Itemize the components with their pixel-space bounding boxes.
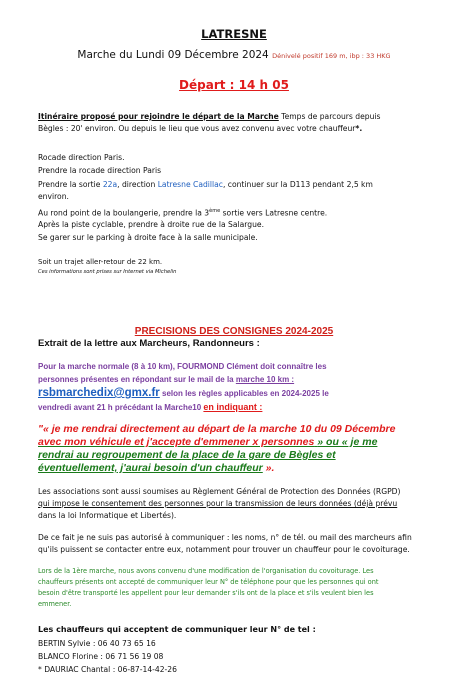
roundabout-sup: ème: [209, 208, 221, 214]
step-rocade: Rocade direction Paris.: [38, 153, 125, 162]
driver-contact-3: * DAURIAC Chantal : 06-87-14-42-26: [38, 665, 177, 674]
purple-line-3-rest: selon les règles applicables en 2024-2025 le: [159, 389, 329, 398]
quote-line-1-text: "« je me rendrai directement au départ de la marche 10 du 09 Décembre: [38, 423, 396, 435]
itinerary-intro-text: Bègles : 20' environ. Ou depuis le lieu que vous avez convenu avec votre chauffeur: [38, 124, 356, 133]
comm-line-1: De ce fait je ne suis pas autorisé à communiquer : les noms, n° de tél. ou mail des marcheurs afin: [38, 533, 412, 542]
purple-line-3: [38, 388, 329, 399]
itinerary-intro-line2: [38, 124, 362, 134]
quote-line-4-end: ».: [262, 462, 275, 474]
green-line-3: besoin d'être transporté les appellent pour leur demander s'ils ont de la place et s'ils veulent bien les: [38, 589, 374, 597]
drivers-heading: Les chauffeurs qui acceptent de communiquer leur N° de tel :: [38, 625, 316, 634]
green-line-2: chauffeurs présents ont accepté de communiquer leur N° de téléphone pour que les personnes qui ont: [38, 578, 379, 586]
driver-contact-2: BLANCO Florine : 06 71 56 19 08: [38, 652, 164, 661]
quote-line-3: rendrai au regroupement de la place de la gare de Bègles et: [38, 449, 336, 461]
quote-line-4-text: éventuellement, j'aurai besoin d'un chauffeur: [38, 462, 263, 474]
roundabout-text-a: Au rond point de la boulangerie, prendre la 3: [38, 208, 210, 218]
purple-line-2a: personnes présentes en répondant sur le mail de la: [38, 375, 236, 384]
quote-line-4: [38, 462, 274, 474]
exit-text-a: Prendre la sortie: [38, 180, 103, 189]
round-trip-distance: Soit un trajet aller-retour de 22 km.: [38, 258, 163, 266]
purple-line-4: [38, 402, 262, 413]
step-parking: Se garer sur le parking à droite face à la salle municipale.: [38, 233, 258, 242]
quote-line-2-text: avec mon véhicule et j'accepte d'emmener x personnes: [38, 436, 315, 448]
purple-line-1: Pour la marche normale (8 à 10 km), FOURMOND Clément doit connaître les: [38, 362, 327, 371]
walk-date: Marche du Lundi 09 Décembre 2024: [77, 49, 269, 61]
roundabout-text-b: sortie vers Latresne centre.: [220, 208, 328, 218]
elevation-info: Dénivelé positif 169 m, ibp : 33 HKG: [272, 52, 391, 60]
green-line-1: Lors de la 1ère marche, nous avons convenu d'une modification de l'organisation du covoiturage. Les: [38, 567, 374, 575]
driver-contact-1: BERTIN Sylvie : 06 40 73 65 16: [38, 639, 156, 648]
rgpd-line-3: dans la loi Informatique et Libertés).: [38, 511, 177, 520]
purple-indicating: en indiquant :: [203, 402, 263, 412]
source-note: Ces informations sont prises sur Internet via Michelin: [38, 269, 177, 275]
contact-email[interactable]: rsbmarchedix@gmx.fr: [38, 387, 160, 399]
departure-time: Départ : 14 h 05: [179, 78, 289, 92]
rgpd-line-2: qui impose le consentement des personnes pour la transmission de leurs données (déjà prévu: [38, 499, 398, 508]
step-rocade-paris: Prendre la rocade direction Paris: [38, 166, 162, 175]
exit-destination: Latresne Cadillac: [157, 180, 223, 189]
green-line-4: emmener.: [38, 600, 72, 608]
quote-line-2: [38, 436, 377, 448]
exit-text-b: , direction: [117, 180, 158, 189]
comm-line-2: qu'ils puissent se contacter entre eux, notamment pour trouver un chauffeur pour le covoiturage.: [38, 545, 410, 554]
itinerary-heading: Itinéraire proposé pour rejoindre le départ de la Marche: [38, 112, 279, 121]
purple-line-4a: vendredi avant 21 h précédant la Marche10: [38, 403, 204, 412]
step-bike-path: Après la piste cyclable, prendre à droite rue de la Salargue.: [38, 220, 265, 229]
exit-number: 22a: [102, 180, 118, 189]
step-exit-line2: environ.: [38, 192, 69, 201]
precisions-subtitle: Extrait de la lettre aux Marcheurs, Randonneurs :: [38, 338, 260, 349]
asterisk-mark: *.: [355, 124, 363, 133]
exit-text-c: , continuer sur la D113 pendant 2,5 km: [222, 180, 373, 189]
quote-line-1: [38, 423, 395, 435]
purple-line-2: [38, 375, 294, 385]
page-title: LATRESNE: [201, 27, 267, 41]
itinerary-intro-rest: Temps de parcours depuis: [281, 112, 381, 121]
step-exit: [38, 180, 373, 190]
precisions-title: PRECISIONS DES CONSIGNES 2024-2025: [134, 326, 334, 337]
rgpd-line-1: Les associations sont aussi soumises au Règlement Général de Protection des Données (RGPD): [38, 487, 401, 496]
step-roundabout: [38, 206, 327, 219]
purple-line-2b: marche 10 km :: [235, 375, 295, 384]
walk-date-line: [0, 49, 468, 61]
quote-line-2-or: » ou « je me: [317, 436, 378, 448]
itinerary-intro: [38, 112, 380, 122]
